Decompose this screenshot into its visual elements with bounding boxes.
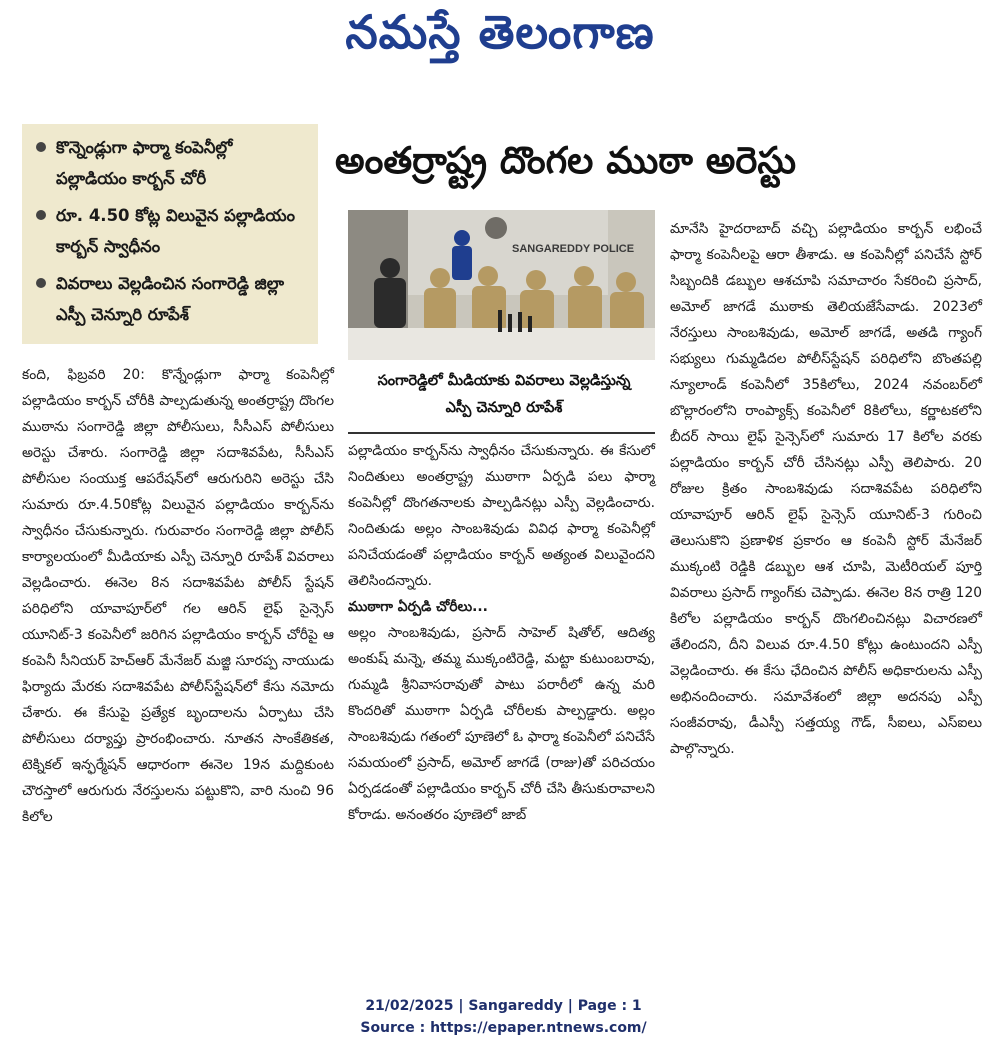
highlight-item [36,268,308,330]
article-paragraph: పల్లాడియం కార్బన్‌ను స్వాధీనం చేసుకున్నారు. ఈ కేసులో నిందితులు అంతర్రాష్ట్ర ముఠాగా ఏర్పడి పలు ఫార్మా కంపెనీల్లో దొంగతనాలకు పాల్పడినట్లు ఎస్పీ వెల్లడించారు. నిందితుడు అల్లం సాంబశివుడు వివిధ ఫార్మా కంపెనీల్లో పనిచేయడంతో పల్లాడియం కార్బన్ అత్యంత విలువైందని తెలిసిందన్నారు. [348,443,655,589]
press-photo-image [348,210,655,360]
highlight-item [36,200,308,262]
bullet-icon [36,142,46,152]
article-column-1 [22,362,334,830]
bullet-icon [36,278,46,288]
bullet-icon [36,210,46,220]
footer-date-line: 21/02/2025 | Sangareddy | Page : 1 [365,998,642,1014]
police-banner-text: SANGAREDDY POLICE [512,243,635,255]
page-footer [0,995,1007,1039]
article-paragraph: కంది, ఫిబ్రవరి 20: కొన్నేండ్లుగా ఫార్మా కంపెనీల్లో పల్లాడియం కార్బన్ చోరీకి పాల్పడుతున్న అంతర్రాష్ట్ర దొంగల ముఠాను సంగారెడ్డి జిల్లా పోలీసులు, సీసీఎస్ పోలీసులు అరెస్టు చేశారు. సంగారెడ్డి జిల్లా సదాశివపేట, సీసీఎస్ పోలీసుల సంయుక్త ఆపరేషన్‌లో ఆరుగురిని అరెస్టు చేసి సుమారు రూ.4.50కోట్ల విలువైన పల్లాడియం కార్బన్‌ను స్వాధీనం చేసుకున్నారు. గురువారం సంగారెడ్డి జిల్లా పోలీస్ కార్యాలయంలో మీడియాకు ఎస్పీ చెన్నూరి రూపేశ్ వివరాలు వెల్లడించారు. ఈనెల 8న సదాశివపేట పోలీస్ స్టేషన్ పరిధిలోని యావాపూర్‌లో గల ఆరిన్ లైఫ్ సైన్సెస్ యూనిట్-3 కంపెనీలో జరిగిన పల్లాడియం కార్బన్ చోరీపై ఆ కంపెనీ సీనియర్ హెచ్‌ఆర్ మేనేజర్ మజ్జి సూరప్ప నాయుడు ఫిర్యాదు మేరకు సదాశివపేట పోలీస్‌స్టేషన్‌లో కేసు నమోదు చేశారు. ఈ కేసుపై ప్రత్యేక బృందాలను ఏర్పాటు చేసి పోలీసులు దర్యాప్తు ప్రారంభించారు. నూతన సాంకేతికత, టెక్నికల్ ఇన్ఫర్మేషన్ ఆధారంగా ఈనెల 19న మద్దికుంట చౌరస్తాలో ఆరుగురు నేరస్తులను పట్టుకొని, వారి నుంచి 96 కిలోల [22,367,334,825]
article-paragraph: అల్లం సాంబశివుడు, ప్రసాద్ సాహెల్ షితోల్, ఆదిత్య అంకుష్ మన్నె, తమ్మ ముక్కంటిరెడ్డి, మట్టా కుటుంబరావు, గుమ్మడి శ్రీనివాసరావుతో పాటు పరారీలో ఉన్న మరి కొందరితో ముఠాగా ఏర్పడి చోరీలకు పాల్పడ్డారు. అల్లం సాంబశివుడు గతంలో పూణెలో ఓ ఫార్మా కంపెనీలో పనిచేసే సమయంలో ప్రసాద్, అమోల్ జాగడే (రాజు)తో పరిచయం ఏర్పడడంతో పల్లాడియం కార్బన్ చోరీ చేసి తీసుకురావాలని కోరాడు. అనంతరం పూణెలో జాబ్ [348,625,655,823]
highlight-text: కొన్నెండ్లుగా ఫార్మా కంపెనీల్లో పల్లాడియం కార్బన్ చోరీ [56,138,233,188]
article-headline: అంతర్రాష్ట్ర దొంగల ముఠా అరెస్టు [335,139,797,182]
highlight-text: రూ. 4.50 కోట్ల విలువైన పల్లాడియం కార్బన్ స్వాధీనం [56,206,295,256]
article-column-3 [670,216,982,762]
press-conference-photo [348,210,655,360]
caption-divider [348,432,655,434]
footer-source-line: Source : https://epaper.ntnews.com/ [360,1020,647,1036]
photo-caption: సంగారెడ్డిలో మీడియాకు వివరాలు వెల్లడిస్తున్న ఎస్పీ చెన్నూరి రూపేశ్ [377,373,631,416]
newspaper-masthead: నమస్తే తెలంగాణ [345,5,655,59]
highlights-box [22,124,318,344]
article-column-2 [348,438,655,828]
article-paragraph: మానేసి హైదరాబాద్ వచ్చి పల్లాడియం కార్బన్ లభించే ఫార్మా కంపెనీలపై ఆరా తీశాడు. ఆ కంపెనీల్లో పనిచేసే స్టోర్ సిబ్బందికి డబ్బుల ఆశచూపి సమాచారం సేకరించి ప్రసాద్, అమోల్ జాగడే ముఠాకు తెలియజేసేవాడు. 2023లో నేరస్తులు సాంబశివుడు, అమోల్ జాగడే, అతడి గ్యాంగ్ సభ్యులు గుమ్మడిదల పోలీస్‌స్టేషన్ పరిధిలోని బొంతపల్లి న్యూలాండ్ కంపెనీలో 35కిలోలు, 2024 నవంబర్‌లో బొల్లారంలోని రాంప్యాక్స్ కంపెనీలో 8కిలోలు, కర్ణాటకలోని బీదర్ సాయి లైఫ్ సైన్సెస్‌లో సుమారు 17 కిలోల వరకు పల్లాడియం కార్బన్ చోరీ చేసినట్లు ఎస్పీ తెలిపారు. 20 రోజుల క్రితం సాంబశివుడు సదాశివపేట పరిధిలోని యావాపూర్ ఆరిన్ లైఫ్ సైన్సెస్ యూనిట్-3 గురించి తెలుసుకొని ప్రణాళిక ప్రకారం ఆ కంపెనీ స్టోర్ మేనేజర్ ముక్కంటి రెడ్డికి డబ్బుల ఆశ చూపి, మెటీరియల్ పూర్తి వివరాలు ప్రసాద్ గ్యాంగ్‌కు చెప్పాడు. ఈనెల 8న రాత్రి 120 కిలోల పల్లాడియం కార్బన్ దొంగలించినట్లు విచారణలో తేలిందని, దీని విలువ రూ.4.50 కోట్లు ఉంటుందని ఎస్పీ వెల్లడించారు. ఈ కేసు ఛేదించిన పోలీస్ అధికారులను ఎస్పీ అభినందించారు. సమావేశంలో జిల్లా అదనపు ఎస్పీ సంజీవరావు, డీఎస్పీ సత్తయ్య గౌడ్, సీఐలు, ఎస్ఐలు పాల్గొన్నారు. [670,221,982,757]
highlight-item [36,132,308,194]
article-subheading: ముఠాగా ఏర్పడి చోరీలు... [348,599,488,615]
highlight-text: వివరాలు వెల్లడించిన సంగారెడ్డి జిల్లా ఎస్పీ చెన్నూరి రూపేశ్ [56,274,285,324]
